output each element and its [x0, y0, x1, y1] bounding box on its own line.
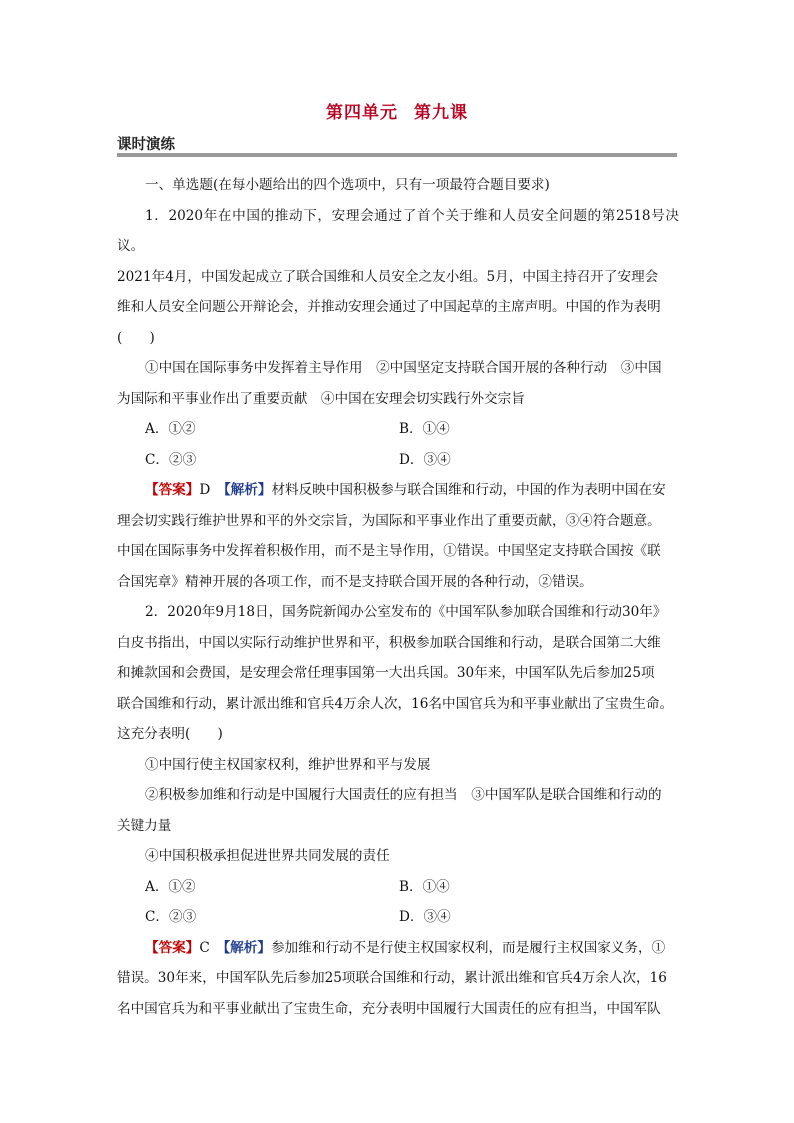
q1-stem-line: ( ): [117, 329, 155, 346]
q2-stem-line: 2．2020年9月18日，国务院新闻办公室发布的《中国军队参加联合国维和行动30年》: [145, 604, 667, 620]
q2-statement-line: ①中国行使主权国家权利，维护世界和平与发展: [145, 756, 431, 773]
page-title: [0, 98, 794, 123]
answer-tag: 【答案】: [145, 939, 200, 956]
analysis-tag: 【解析】: [223, 939, 271, 956]
section-title: 课时演练: [117, 136, 175, 153]
q1-option-a: A．①②: [145, 421, 196, 437]
q1-statement-line: 为国际和平事业作出了重要贡献 ④中国在安理会切实践行外交宗旨: [117, 390, 525, 407]
q2-option-a: A．①②: [145, 878, 196, 895]
section-divider: [117, 153, 677, 157]
unit-title: 第四单元: [326, 103, 398, 123]
q1-options-row: [117, 414, 679, 445]
lesson-title: 第九课: [414, 103, 468, 123]
exercise-body: [117, 170, 679, 1024]
instruction: 一、单选题(在每小题给出的四个选项中，只有一项最符合题目要求): [145, 177, 550, 193]
q1-analysis-line: [117, 475, 679, 506]
q2-analysis-text: 参加维和行动不是行使主权国家权利，而是履行主权国家义务，①: [270, 939, 666, 956]
q2-option-d: D．③④: [399, 909, 451, 925]
analysis-tag: 【解析】: [223, 482, 272, 498]
q1-option-b: B．①④: [399, 421, 450, 437]
q1-option-c: C．②③: [145, 451, 197, 468]
q2-statement-line: ④中国积极承担促进世界共同发展的责任: [145, 848, 390, 864]
q1-analysis-text: 材料反映中国积极参与联合国维和行动，中国的作为表明中国在安: [271, 482, 666, 498]
q1-statement-line: ①中国在国际事务中发挥着主导作用 ②中国坚定支持联合国开展的各种行动 ③中国: [145, 360, 662, 376]
q1-stem-line: 维和人员安全问题公开辩论会，并推动安理会通过了中国起草的主席声明。中国的作为表明: [117, 299, 661, 315]
q1-answer: D: [199, 482, 211, 498]
answer-tag: 【答案】: [145, 482, 200, 498]
q1-options-row: [117, 445, 679, 476]
q2-options-row: [117, 872, 679, 903]
q2-analysis-line: 名中国官兵为和平事业献出了宝贵生命，充分表明中国履行大国责任的应有担当，中国军队: [117, 1000, 661, 1017]
q1-analysis-line: 理会切实践行维护世界和平的外交宗旨，为国际和平事业作出了重要贡献，③④符合题意。: [117, 512, 661, 529]
q2-analysis-line: 错误。30年来，中国军队先后参加25项联合国维和行动，累计派出维和官兵4万余人次，16: [117, 970, 667, 986]
q1-stem-line: 1．2020年在中国的推动下，安理会通过了首个关于维和人员安全问题的第2518号决议。: [117, 207, 679, 254]
q2-option-b: B．①④: [399, 878, 450, 895]
q2-analysis-line: [117, 933, 679, 964]
q1-option-d: D．③④: [399, 451, 451, 468]
q2-stem-line: 白皮书指出，中国以实际行动维护世界和平，积极参加联合国维和行动，是联合国第二大维: [117, 634, 661, 651]
q1-analysis-line: 合国宪章》精神开展的各项工作，而不是支持联合国开展的各种行动，②错误。: [117, 573, 593, 590]
q2-stem-line: 和摊款国和会费国，是安理会常任理事国第一大出兵国。30年来，中国军队先后参加25项: [117, 665, 655, 681]
q2-option-c: C．②③: [145, 909, 197, 925]
q2-answer: C: [199, 939, 210, 956]
q2-statement-line: ②积极参加维和行动是中国履行大国责任的应有担当 ③中国军队是联合国维和行动的: [145, 787, 662, 803]
q2-stem-line: 这充分表明( ): [117, 726, 223, 742]
q2-options-row: [117, 902, 679, 933]
q2-statement-line: 关键力量: [117, 817, 172, 834]
q1-stem-line: 2021年4月，中国发起成立了联合国维和人员安全之友小组。5月，中国主持召开了安理会: [117, 268, 659, 285]
q1-analysis-line: 中国在国际事务中发挥着积极作用，而不是主导作用，①错误。中国坚定支持联合国按《联: [117, 543, 661, 559]
q2-stem-line: 联合国维和行动，累计派出维和官兵4万余人次，16名中国官兵为和平事业献出了宝贵生命。: [117, 695, 674, 712]
